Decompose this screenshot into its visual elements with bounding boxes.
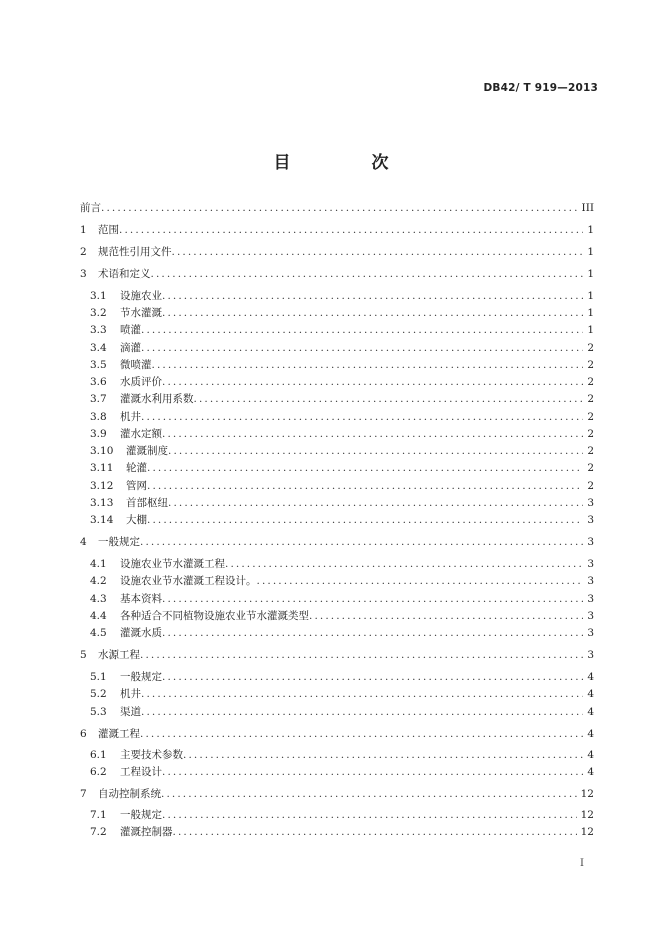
toc-entry-number: 3.5 (90, 359, 107, 371)
toc-entry-page: 2 (587, 342, 594, 354)
toc-entry-label: 滴灌 (120, 342, 141, 354)
toc-entry-number: 5.1 (90, 671, 107, 683)
toc-entry-number: 4.5 (90, 627, 107, 639)
dot-leader (151, 268, 584, 280)
dot-leader (147, 514, 583, 526)
toc-entry-page: 2 (587, 445, 594, 457)
toc-entry-label: 各种适合不同植物设施农业节水灌溉类型 (120, 610, 309, 622)
toc-entry-label: 渠道 (120, 706, 141, 718)
toc-entry-number: 5.3 (90, 706, 107, 718)
toc-entry[interactable] (90, 288, 594, 304)
toc-entry-number: 7.1 (90, 809, 107, 821)
toc-entry-page: 4 (587, 688, 594, 700)
dot-leader (168, 445, 583, 457)
toc-entry[interactable] (90, 460, 594, 476)
toc-entry-number: 4.3 (90, 593, 107, 605)
toc-entry-label: 灌水定额 (120, 428, 162, 440)
toc-entry[interactable] (90, 556, 594, 572)
page-number: I (580, 858, 584, 869)
toc-entry[interactable] (80, 222, 594, 238)
toc-entry-label: 大棚 (126, 514, 147, 526)
toc-entry-label: 一般规定 (98, 536, 140, 548)
toc-entry-page: 12 (580, 826, 594, 838)
toc-entry-number: 3.9 (90, 428, 107, 440)
toc-entry-label: 范围 (98, 224, 119, 236)
toc-entry[interactable] (90, 409, 594, 425)
dot-leader (168, 497, 583, 509)
toc-entry-page: 3 (587, 514, 594, 526)
toc-entry[interactable] (90, 686, 594, 702)
toc-entry-label: 设施农业节水灌溉工程 (120, 558, 225, 570)
toc-entry-number: 3.12 (90, 480, 114, 492)
toc-entry[interactable] (80, 726, 594, 742)
toc-entry-page: 4 (587, 671, 594, 683)
toc-entry-number: 3 (80, 268, 87, 280)
toc-entry-number: 5 (80, 649, 87, 661)
toc-entry-page: 3 (587, 497, 594, 509)
toc-entry[interactable] (80, 786, 594, 802)
toc-entry-page: 1 (587, 268, 594, 280)
toc-entry-label: 一般规定 (120, 671, 162, 683)
toc-entry-label: 水源工程 (98, 649, 140, 661)
dot-leader (141, 688, 583, 700)
toc-entry-page: III (581, 202, 594, 214)
toc-entry-number: 3.10 (90, 445, 114, 457)
toc-entry-page: 12 (580, 788, 594, 800)
toc-entry-page: 3 (587, 575, 594, 587)
toc-entry-number: 3.8 (90, 411, 107, 423)
toc-entry[interactable] (90, 669, 594, 685)
toc-entry-label: 机井 (120, 411, 141, 423)
toc-entry[interactable] (90, 495, 594, 511)
toc-entry-page: 2 (587, 359, 594, 371)
toc-entry-page: 2 (587, 428, 594, 440)
toc-entry-label: 设施农业节水灌溉工程设计。 (120, 575, 257, 587)
toc-entry-label: 首部枢纽 (126, 497, 168, 509)
toc-entry-number: 5.2 (90, 688, 107, 700)
toc-entry-page: 3 (587, 536, 594, 548)
toc-entry-number: 7 (80, 788, 87, 800)
toc-entry-label: 微喷灌 (120, 359, 152, 371)
toc-entry-label: 设施农业 (120, 290, 162, 302)
dot-leader (172, 246, 584, 258)
dot-leader (257, 575, 584, 587)
toc-entry[interactable] (90, 391, 594, 407)
dot-leader (141, 342, 583, 354)
toc-entry-label: 机井 (120, 688, 141, 700)
toc-entry-label: 规范性引用文件 (98, 246, 172, 258)
dot-leader (225, 558, 583, 570)
toc-entry-page: 1 (587, 224, 594, 236)
toc-entry-number: 6 (80, 728, 87, 740)
toc-entry-page: 1 (587, 290, 594, 302)
toc-entry[interactable] (90, 573, 594, 589)
toc-entry[interactable] (90, 426, 594, 442)
toc-entry[interactable] (90, 478, 594, 494)
toc-entry-label: 节水灌溉 (120, 307, 162, 319)
toc-entry-page: 3 (587, 558, 594, 570)
toc-entry-label: 前言 (80, 202, 101, 214)
dot-leader (152, 359, 584, 371)
toc-entry-page: 4 (587, 706, 594, 718)
toc-entry-number: 3.2 (90, 307, 107, 319)
toc-entry-label: 灌溉控制器 (120, 826, 173, 838)
dot-leader (161, 788, 577, 800)
toc-entry-number: 2 (80, 246, 87, 258)
toc-entry-number: 4 (80, 536, 87, 548)
toc-entry-page: 1 (587, 307, 594, 319)
toc-entry-label: 管网 (126, 480, 147, 492)
dot-leader (194, 393, 584, 405)
toc-entry-page: 2 (587, 376, 594, 388)
toc-entry-page: 3 (587, 649, 594, 661)
toc-entry-page: 1 (587, 246, 594, 258)
toc-entry[interactable] (90, 764, 594, 780)
toc-entry-label: 术语和定义 (98, 268, 151, 280)
toc-entry-label: 工程设计 (120, 766, 162, 778)
toc-entry-page: 2 (587, 393, 594, 405)
dot-leader (173, 826, 577, 838)
toc-entry-page: 2 (587, 411, 594, 423)
toc-entry-label: 基本资料 (120, 593, 162, 605)
toc-entry-number: 3.14 (90, 514, 114, 526)
toc-entry[interactable] (90, 357, 594, 373)
toc-entry-number: 6.2 (90, 766, 107, 778)
toc-entry-number: 3.3 (90, 324, 107, 336)
toc-entry[interactable] (90, 305, 594, 321)
standard-code: DB42/ T 919—2013 (483, 82, 598, 94)
toc-entry[interactable] (80, 647, 594, 663)
dot-leader (147, 462, 583, 474)
toc-entry[interactable] (90, 625, 594, 641)
dot-leader (162, 627, 583, 639)
toc-entry[interactable] (80, 266, 594, 282)
toc-entry-page: 2 (587, 480, 594, 492)
toc-entry-page: 4 (587, 728, 594, 740)
dot-leader (309, 610, 583, 622)
toc-entry[interactable] (90, 340, 594, 356)
dot-leader (140, 728, 583, 740)
toc-entry[interactable] (90, 374, 594, 390)
toc-entry-label: 水质评价 (120, 376, 162, 388)
toc-entry-label: 一般规定 (120, 809, 162, 821)
dot-leader (141, 324, 583, 336)
toc-entry-page: 3 (587, 610, 594, 622)
toc-entry[interactable] (80, 534, 594, 550)
toc-entry-label: 喷灌 (120, 324, 141, 336)
dot-leader (140, 649, 583, 661)
toc-entry-number: 7.2 (90, 826, 107, 838)
dot-leader (162, 376, 583, 388)
toc-entry[interactable] (80, 200, 594, 216)
dot-leader (141, 411, 583, 423)
toc-entry-page: 4 (587, 749, 594, 761)
dot-leader (162, 809, 577, 821)
toc-entry[interactable] (90, 747, 594, 763)
toc-entry-number: 3.1 (90, 290, 107, 302)
toc-entry-label: 灌溉制度 (126, 445, 168, 457)
toc-entry-number: 4.1 (90, 558, 107, 570)
toc-entry[interactable] (90, 807, 594, 823)
toc-entry-number: 4.4 (90, 610, 107, 622)
toc-entry[interactable] (90, 591, 594, 607)
toc-entry[interactable] (90, 443, 594, 459)
dot-leader (162, 766, 583, 778)
toc-entry-label: 灌溉水质 (120, 627, 162, 639)
dot-leader (162, 428, 583, 440)
toc-entry[interactable] (90, 608, 594, 624)
dot-leader (162, 307, 583, 319)
toc-entry-number: 6.1 (90, 749, 107, 761)
toc-entry-page: 3 (587, 627, 594, 639)
toc-entry[interactable] (90, 512, 594, 528)
toc-entry-label: 主要技术参数 (120, 749, 183, 761)
dot-leader (147, 480, 583, 492)
toc-entry-label: 自动控制系统 (98, 788, 161, 800)
toc-entry-page: 2 (587, 462, 594, 474)
toc-entry-label: 灌溉水利用系数 (120, 393, 194, 405)
dot-leader (140, 536, 583, 548)
dot-leader (162, 671, 583, 683)
toc-entry-number: 3.11 (90, 462, 114, 474)
toc-entry[interactable] (80, 244, 594, 260)
dot-leader (183, 749, 583, 761)
toc-entry-number: 4.2 (90, 575, 107, 587)
dot-leader (162, 290, 583, 302)
toc-entry-label: 灌溉工程 (98, 728, 140, 740)
dot-leader (141, 706, 583, 718)
toc-entry-page: 4 (587, 766, 594, 778)
toc-title: 目 次 (273, 153, 421, 173)
dot-leader (162, 593, 583, 605)
toc-entry-number: 3.6 (90, 376, 107, 388)
toc-entry[interactable] (90, 824, 594, 840)
toc-entry[interactable] (90, 704, 594, 720)
toc-entry[interactable] (90, 322, 594, 338)
toc-entry-number: 1 (80, 224, 87, 236)
toc-entry-page: 12 (580, 809, 594, 821)
dot-leader (101, 202, 578, 214)
toc-entry-number: 3.13 (90, 497, 114, 509)
dot-leader (119, 224, 583, 236)
toc-entry-number: 3.7 (90, 393, 107, 405)
toc-entry-label: 轮灌 (126, 462, 147, 474)
toc-entry-number: 3.4 (90, 342, 107, 354)
toc-entry-page: 3 (587, 593, 594, 605)
toc-entry-page: 1 (587, 324, 594, 336)
